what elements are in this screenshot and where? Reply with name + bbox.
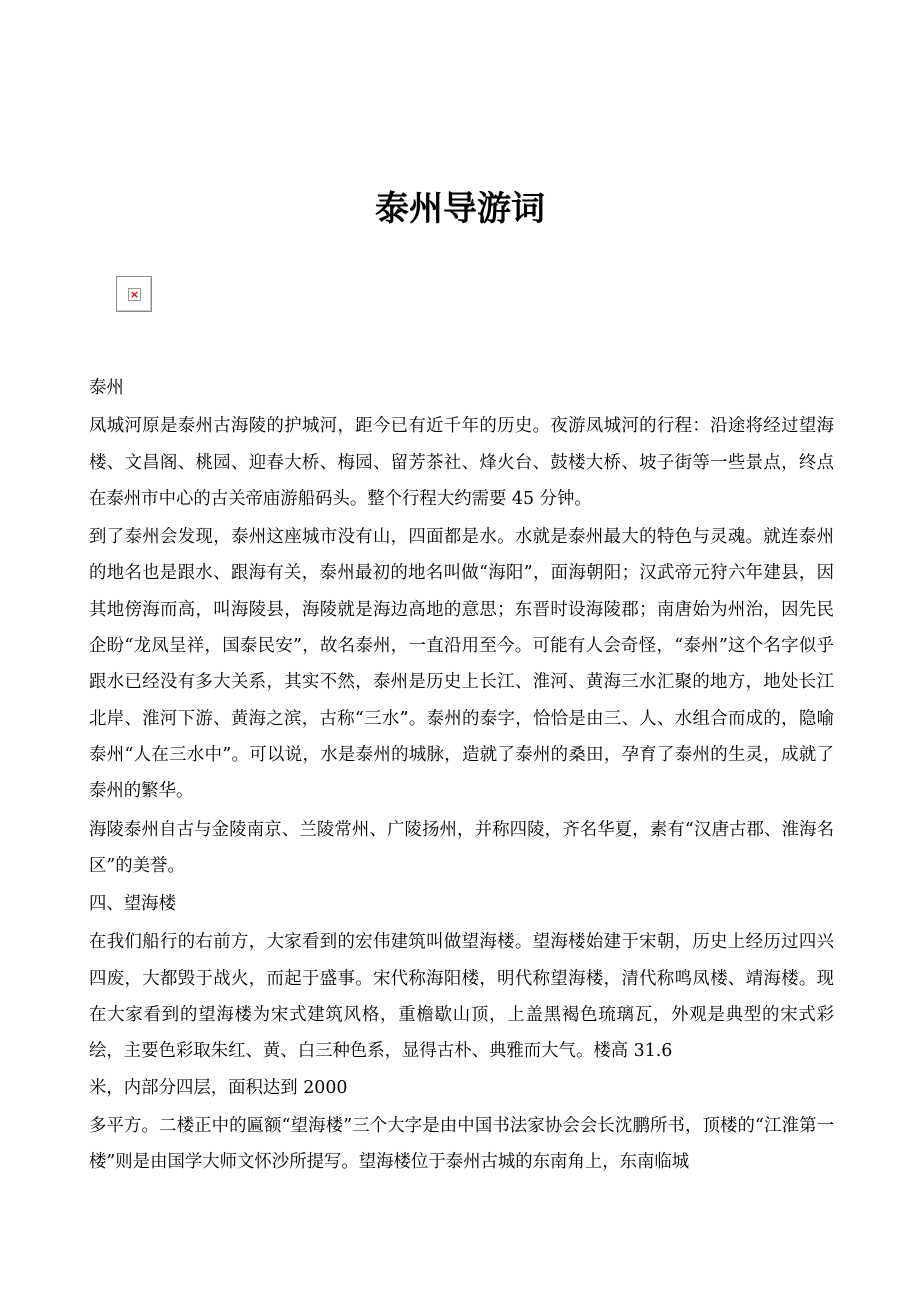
paragraph-city-of-water: 到了泰州会发现，泰州这座城市没有山，四面都是水。水就是泰州最大的特色与灵魂。就连泰州的地名也是跟水、跟海有关，泰州最初的地名叫做“海阳”，面海朝阳；汉武帝元狩六年建县，因其地傍海而高，叫海陵县，海陵就是海边高地的意思；东晋时设海陵郡；南唐始为州治，因先民企盼“龙凤呈祥，国泰民安”，故名泰州，一直沿用至今。可能有人会奇怪，“泰州”这个名字似乎跟水已经没有多大关系，其实不然，泰州是历史上长江、淮河、黄海三水汇聚的地方，地处长江北岸、淮河下游、黄海之滨，古称“三水”。泰州的泰字，恰恰是由三、人、水组合而成的，隐喻泰州“人在三水中”。可以说，水是泰州的城脉，造就了泰州的桑田，孕育了泰州的生灵，成就了泰州的繁华。 (89, 527, 834, 802)
paragraph-tower-plaque: 多平方。二楼正中的匾额“望海楼”三个大字是由中国书法家协会会长沈鹏所书，顶楼的“江淮第一楼”则是由国学大师文怀沙所提写。望海楼位于泰州古城的东南角上，东南临城 (89, 1115, 834, 1173)
document-body (89, 370, 834, 1181)
image-error-x-icon: × (129, 288, 140, 301)
paragraph-heading-taizhou: 泰州 (89, 378, 124, 398)
paragraph-heading-wanghai-tower: 四、望海楼 (89, 894, 176, 915)
paragraph-fengcheng-river: 凤城河原是泰州古海陵的护城河，距今已有近千年的历史。夜游凤城河的行程：沿途将经过望海楼、文昌阁、桃园、迎春大桥、梅园、留芳茶社、烽火台、鼓楼大桥、坡子街等一些景点，终点在泰州市中心的古关帝庙游船码头。整个行程大约需要 45 分钟。 (89, 416, 834, 509)
broken-image-icon (116, 276, 152, 312)
paragraph-tower-floors: 米，内部分四层，面积达到 2000 (89, 1077, 348, 1098)
paragraph-four-ling: 海陵泰州自古与金陵南京、兰陵常州、广陵扬州，并称四陵，齐名华夏，素有“汉唐古郡、淮海名区”的美誉。 (89, 819, 834, 876)
paragraph-wanghai-tower-intro: 在我们船行的右前方，大家看到的宏伟建筑叫做望海楼。望海楼始建于宋朝，历史上经历过四兴四废，大都毁于战火，而起于盛事。宋代称海阳楼，明代称望海楼，清代称鸣凤楼、靖海楼。现在大家看到的望海楼为宋式建筑风格，重檐歇山顶，上盖黑褐色琉璃瓦，外观是典型的宋式彩绘，主要色彩取朱红、黄、白三种色系，显得古朴、典雅而大气。楼高 31.6 (89, 932, 834, 1062)
document-title: 泰州导游词 (375, 189, 545, 229)
